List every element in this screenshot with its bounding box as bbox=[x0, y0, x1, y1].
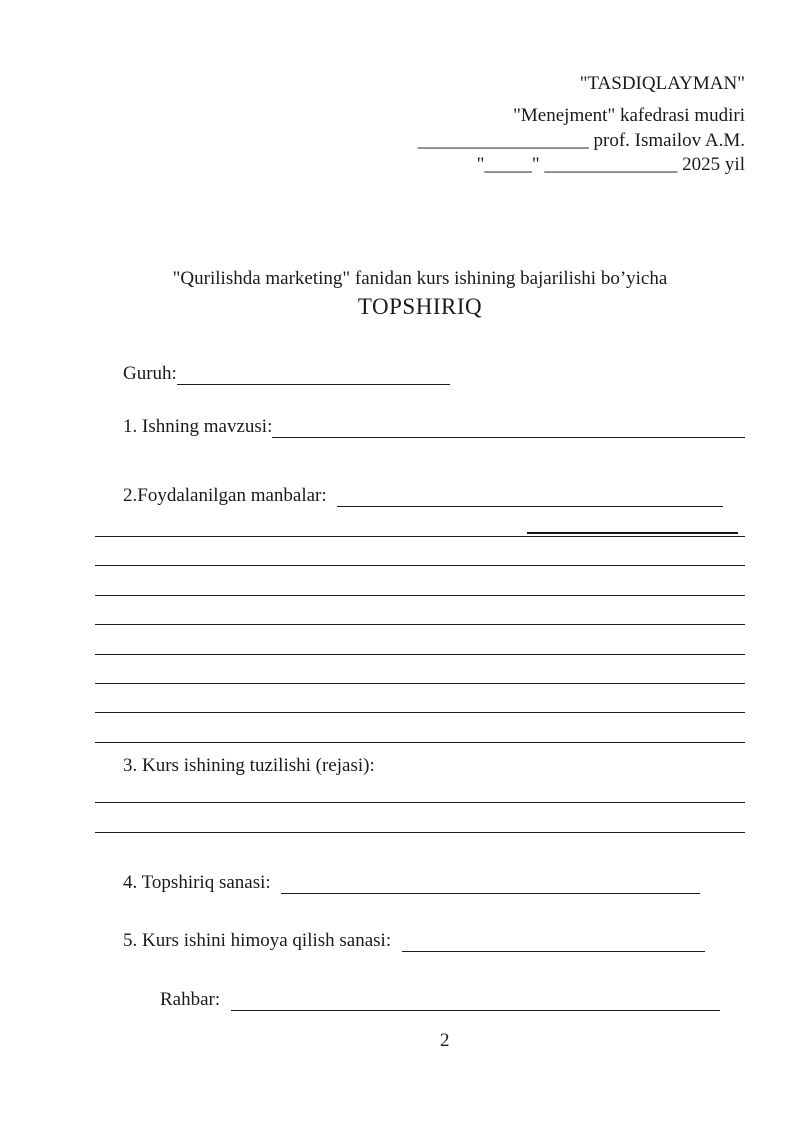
sources-label: 2.Foydalanilgan manbalar: bbox=[123, 485, 327, 506]
ruled-line bbox=[95, 565, 745, 594]
page-number: 2 bbox=[440, 1030, 450, 1051]
approval-line-signature: __________________ prof. Ismailov A.M. bbox=[417, 130, 745, 151]
group-row bbox=[123, 363, 450, 385]
topic-row bbox=[123, 416, 745, 438]
assignment-date-label: 4. Topshiriq sanasi: bbox=[123, 872, 276, 893]
ruled-line bbox=[95, 832, 745, 862]
approval-line-tasdiqlayman: "TASDIQLAYMAN" bbox=[579, 73, 745, 94]
supervisor-blank-line bbox=[231, 989, 720, 1011]
group-blank-line bbox=[177, 363, 450, 385]
assignment-heading: TOPSHIRIQ bbox=[357, 294, 483, 319]
approval-line-date: "_____" ______________ 2025 yil bbox=[476, 154, 745, 175]
structure-ruled-lines bbox=[95, 802, 745, 862]
sources-row bbox=[123, 485, 723, 507]
ruled-line bbox=[95, 654, 745, 683]
defense-date-row bbox=[123, 930, 705, 952]
topic-blank-line bbox=[272, 416, 745, 438]
sources-blank-line bbox=[337, 485, 723, 507]
ruled-line bbox=[95, 683, 745, 712]
structure-label: 3. Kurs ishining tuzilishi (rejasi): bbox=[123, 755, 375, 776]
ruled-line bbox=[95, 595, 745, 624]
ruled-line bbox=[95, 712, 745, 741]
group-label: Guruh: bbox=[123, 363, 177, 384]
course-subtitle: "Qurilishda marketing" fanidan kurs ishining bajarilishi bo’yicha bbox=[172, 268, 668, 289]
double-stroke-segment bbox=[527, 532, 738, 534]
assignment-date-blank-line bbox=[281, 872, 700, 894]
ruled-line bbox=[95, 624, 745, 653]
approval-line-kafedra: "Menejment" kafedrasi mudiri bbox=[513, 105, 745, 126]
defense-date-blank-line bbox=[402, 930, 705, 952]
sources-ruled-lines bbox=[95, 536, 745, 771]
supervisor-row bbox=[160, 989, 720, 1011]
defense-date-label: 5. Kurs ishini himoya qilish sanasi: bbox=[123, 930, 396, 951]
topic-label: 1. Ishning mavzusi: bbox=[123, 416, 273, 437]
ruled-line bbox=[95, 802, 745, 832]
ruled-line bbox=[95, 536, 745, 565]
assignment-date-row bbox=[123, 872, 700, 894]
supervisor-label: Rahbar: bbox=[160, 989, 225, 1010]
